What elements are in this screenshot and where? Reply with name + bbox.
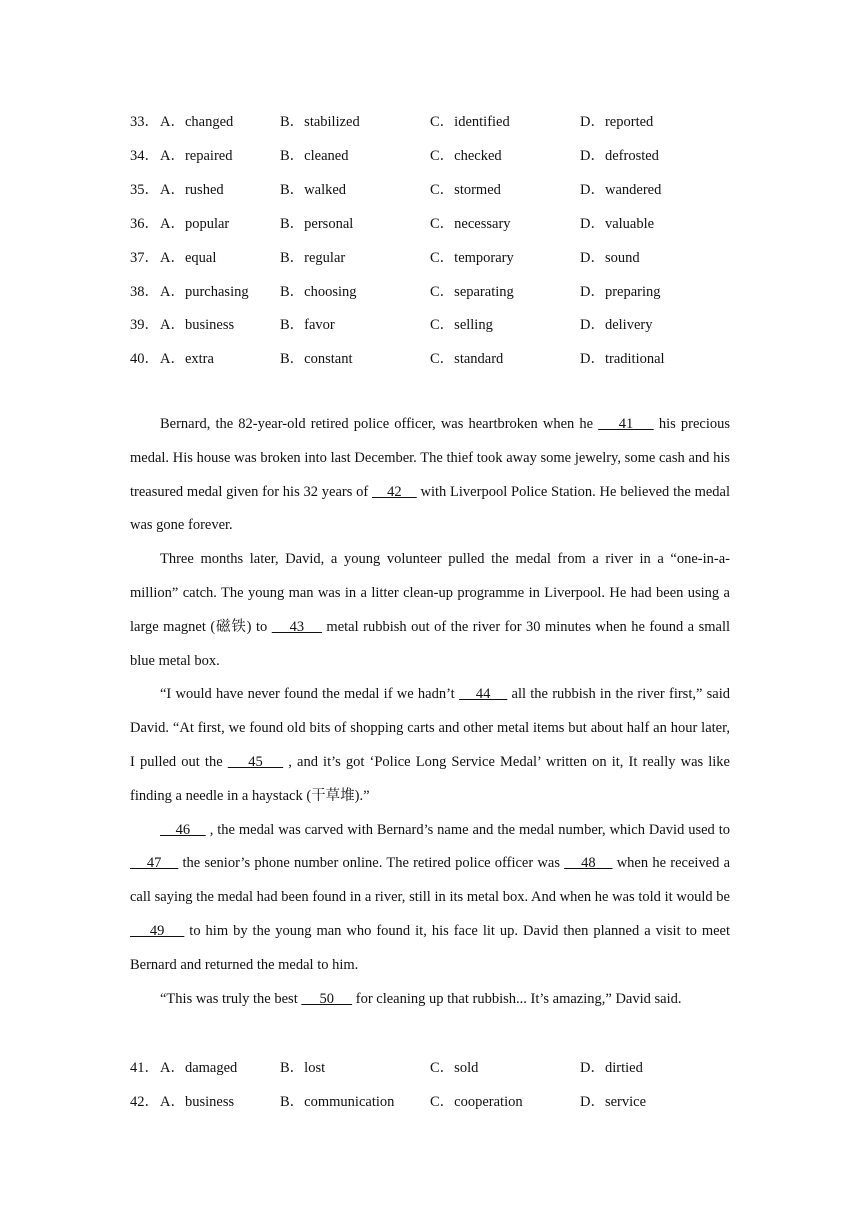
question-number: 40． bbox=[130, 351, 159, 367]
question-number: 38． bbox=[130, 284, 159, 300]
blank-48: 48 bbox=[564, 855, 613, 872]
text-run: “This was truly the best bbox=[160, 990, 302, 1007]
option-d: D．traditional bbox=[580, 351, 665, 367]
text-run: Three months later, David, a young volunteer pulled the medal from a river in a “one-in-a-million” catch. The young man was in a litter clean-up programme in Liverpool. He had been using a large magnet (磁铁) to bbox=[130, 551, 730, 635]
option-d: D．defrosted bbox=[580, 148, 659, 164]
option-b: B．regular bbox=[280, 250, 346, 266]
option-b: B．constant bbox=[280, 351, 353, 367]
option-b: B．communication bbox=[280, 1094, 395, 1110]
paragraph-5 bbox=[130, 983, 730, 1017]
blank-49: 49 bbox=[130, 922, 185, 939]
blank-44: 44 bbox=[458, 686, 508, 703]
question-number: 35． bbox=[130, 182, 159, 198]
paragraph-1 bbox=[130, 408, 730, 543]
option-a: A．business bbox=[160, 1094, 235, 1110]
paragraph-4 bbox=[130, 814, 730, 983]
option-c: C．checked bbox=[430, 148, 502, 164]
blank-45: 45 bbox=[227, 753, 284, 770]
blank-42: 42 bbox=[372, 483, 417, 500]
option-c: C．stormed bbox=[430, 182, 501, 198]
text-run: the senior’s phone number online. The retired police officer was bbox=[178, 855, 565, 872]
option-c: C．selling bbox=[430, 317, 493, 333]
option-a: A．changed bbox=[160, 114, 234, 130]
option-b: B．walked bbox=[280, 182, 347, 198]
option-c: C．separating bbox=[430, 284, 514, 300]
option-d: D．sound bbox=[580, 250, 640, 266]
text-run: to him by the young man who found it, his face lit up. David then planned a visit to meet Bernard and returned the medal to him. bbox=[130, 922, 731, 973]
text-run: when he received a call saying the medal had been found in a river, still in its metal box. And when he was told it would be bbox=[130, 855, 731, 906]
option-a: A．popular bbox=[160, 216, 230, 232]
text-run: with Liverpool Police Station. He believed the medal was gone forever. bbox=[130, 483, 731, 534]
option-a: A．purchasing bbox=[160, 284, 249, 300]
option-b: B．cleaned bbox=[280, 148, 349, 164]
cloze-passage bbox=[130, 408, 730, 1016]
question-number: 37． bbox=[130, 250, 159, 266]
text-run: all the rubbish in the river first,” said David. “At first, we found old bits of shopping carts and other metal items but about half an hour later, I pulled out the bbox=[130, 686, 730, 770]
option-b: B．personal bbox=[280, 216, 354, 232]
paragraph-3 bbox=[130, 678, 730, 813]
option-c: C．standard bbox=[430, 351, 504, 367]
text-run: his precious medal. His house was broken into last December. The thief took away some jewelry, some cash and his treasured medal given for his 32 years of bbox=[130, 416, 730, 500]
option-d: D．service bbox=[580, 1094, 647, 1110]
option-c: C．identified bbox=[430, 114, 510, 130]
option-a: A．extra bbox=[160, 351, 214, 367]
option-d: D．preparing bbox=[580, 284, 661, 300]
question-number: 33． bbox=[130, 114, 159, 130]
paragraph-2 bbox=[130, 543, 730, 678]
question-number: 39． bbox=[130, 317, 159, 333]
option-d: D．reported bbox=[580, 114, 654, 130]
option-b: B．choosing bbox=[280, 284, 357, 300]
option-d: D．wandered bbox=[580, 182, 662, 198]
option-b: B．favor bbox=[280, 317, 335, 333]
option-c: C．temporary bbox=[430, 250, 514, 266]
text-run: “I would have never found the medal if we hadn’t bbox=[160, 686, 459, 703]
blank-47: 47 bbox=[130, 855, 179, 872]
text-run: Bernard, the 82-year-old retired police officer, was heartbroken when he bbox=[160, 416, 599, 432]
text-run: , and it’s got ‘Police Long Service Medal’ written on it, It really was like finding a needle in a haystack (干草堆).” bbox=[130, 753, 730, 804]
text-run: for cleaning up that rubbish... It’s amazing,” David said. bbox=[352, 990, 682, 1007]
question-number: 41． bbox=[130, 1060, 159, 1076]
option-a: A．repaired bbox=[160, 148, 233, 164]
option-d: D．dirtied bbox=[580, 1060, 643, 1076]
option-c: C．cooperation bbox=[430, 1094, 523, 1110]
option-a: A．business bbox=[160, 317, 235, 333]
option-c: C．sold bbox=[430, 1060, 479, 1076]
blank-50: 50 bbox=[301, 990, 353, 1007]
option-a: A．damaged bbox=[160, 1060, 238, 1076]
option-b: B．stabilized bbox=[280, 114, 360, 130]
question-number: 34． bbox=[130, 148, 159, 164]
option-c: C．necessary bbox=[430, 216, 511, 232]
option-b: B．lost bbox=[280, 1060, 326, 1076]
option-d: D．delivery bbox=[580, 317, 653, 333]
blank-43: 43 bbox=[271, 618, 322, 635]
text-run: metal rubbish out of the river for 30 minutes when he found a small blue metal box. bbox=[130, 618, 730, 669]
text-run: , the medal was carved with Bernard’s name and the medal number, which David used to bbox=[205, 821, 730, 838]
question-number: 42． bbox=[130, 1094, 159, 1110]
question-number: 36． bbox=[130, 216, 159, 232]
option-a: A．equal bbox=[160, 250, 217, 266]
blank-46: 46 bbox=[160, 821, 206, 838]
option-d: D．valuable bbox=[580, 216, 655, 232]
blank-41: 41 bbox=[598, 416, 654, 432]
option-a: A．rushed bbox=[160, 182, 224, 198]
